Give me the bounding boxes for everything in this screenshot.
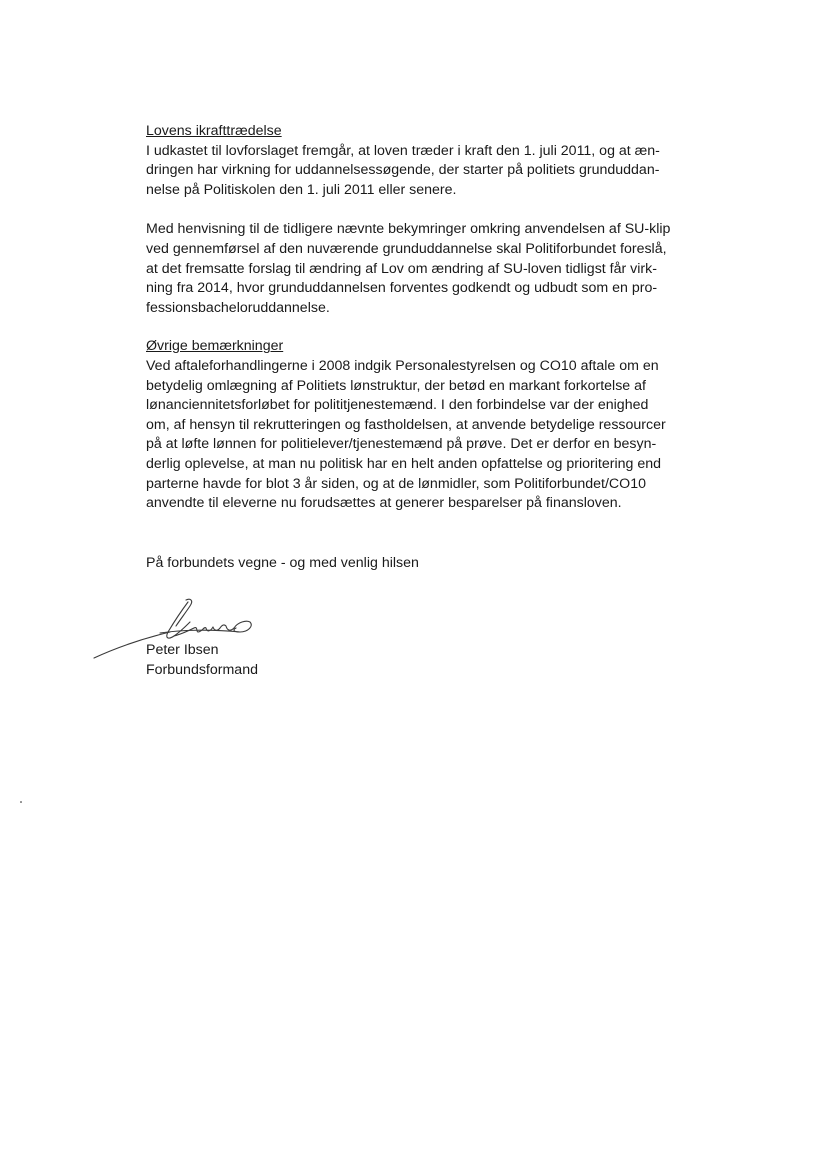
signatory-block — [146, 640, 258, 680]
section-heading-entry-into-force: Lovens ikrafttrædelse — [146, 123, 282, 139]
text-line: lønanciennitetsforløbet for polititjenestemænd. I den forbindelse var der enighed — [146, 397, 649, 414]
signatory-title: Forbundsformand — [146, 662, 258, 678]
text-line: om, af hensyn til rekrutteringen og fastholdelsen, at anvende betydelige ressourcer — [146, 416, 666, 433]
text-line: anvendte til eleverne nu forudsættes at generer besparelser på finansloven. — [146, 495, 622, 512]
scan-speck — [20, 801, 22, 803]
text-line: at det fremsatte forslag til ændring af Lov om ændring af SU-loven tidligst får virk- — [146, 260, 657, 277]
paragraph-other-remarks — [146, 357, 746, 514]
text-line: nelse på Politiskolen den 1. juli 2011 eller senere. — [146, 181, 457, 198]
closing-salutation: På forbundets vegne - og med venlig hilsen — [146, 554, 419, 571]
text-line: Med henvisning til de tidligere nævnte bekymringer omkring anvendelsen af SU-klip — [146, 221, 671, 238]
text-line: på at løfte lønnen for politielever/tjenestemænd på prøve. Det er derfor en besyn- — [146, 436, 657, 453]
text-line: fessionsbacheloruddannelse. — [146, 299, 330, 316]
text-line: parterne havde for blot 3 år siden, og at de lønmidler, som Politiforbundet/CO10 — [146, 475, 646, 492]
text-line: ved gennemførsel af den nuværende grunduddannelse skal Politiforbundet foreslå, — [146, 240, 667, 257]
text-line: I udkastet til lovforslaget fremgår, at loven træder i kraft den 1. juli 2011, og at æn- — [146, 142, 660, 159]
text-line: betydelig omlægning af Politiets lønstruktur, der betød en markant forkortelse af — [146, 377, 646, 394]
text-line: dringen har virkning for uddannelsessøgende, der starter på politiets grunduddan- — [146, 162, 660, 179]
paragraph-entry-into-force — [146, 142, 746, 201]
signatory-name: Peter Ibsen — [146, 642, 219, 658]
text-line: Ved aftaleforhandlingerne i 2008 indgik Personalestyrelsen og CO10 aftale om en — [146, 357, 659, 374]
paragraph-proposal — [146, 220, 746, 318]
section-heading-other-remarks: Øvrige bemærkninger — [146, 338, 284, 355]
letter-body — [146, 122, 746, 573]
text-line: ning fra 2014, hvor grunduddannelsen forventes godkendt og udbudt som en pro- — [146, 280, 658, 297]
text-line: derlig oplevelse, at man nu politisk har en helt anden opfattelse og prioritering end — [146, 455, 662, 472]
